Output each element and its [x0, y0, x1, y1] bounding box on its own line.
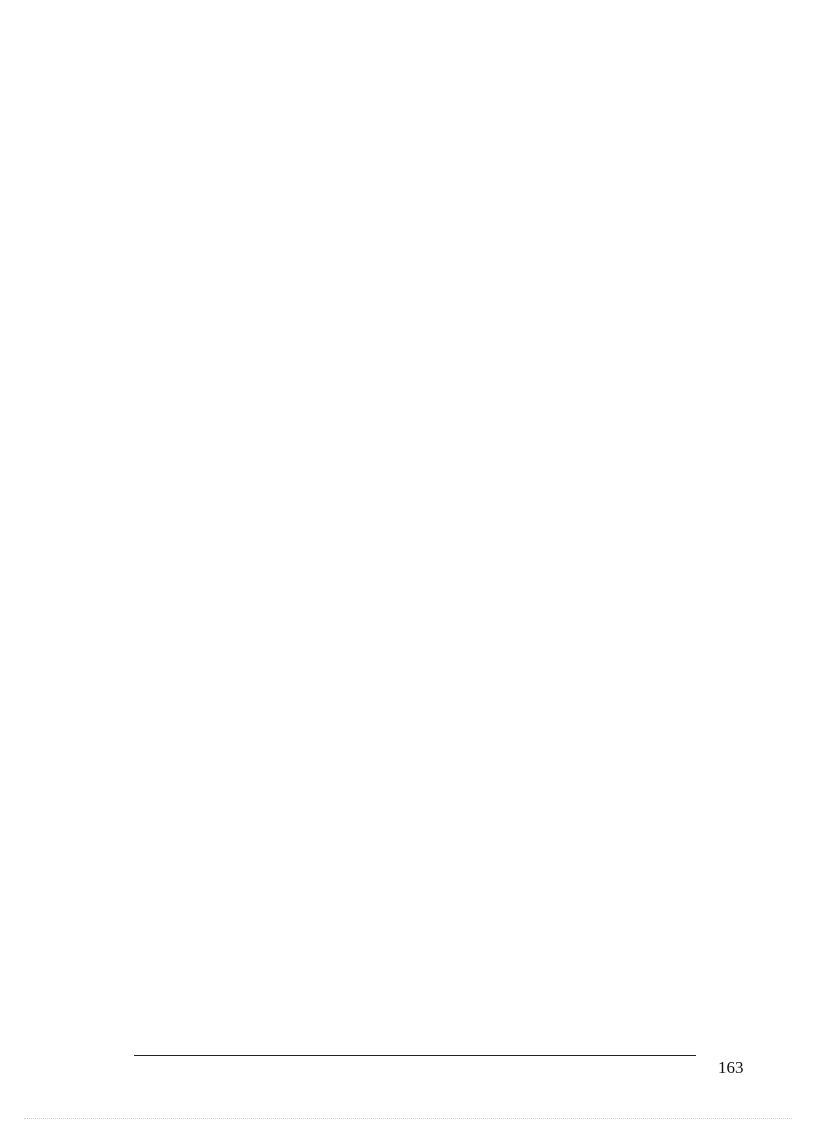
footer-rule [134, 1055, 696, 1056]
page-edge-dotted-line [24, 1118, 792, 1119]
page-number: 163 [718, 1058, 744, 1077]
